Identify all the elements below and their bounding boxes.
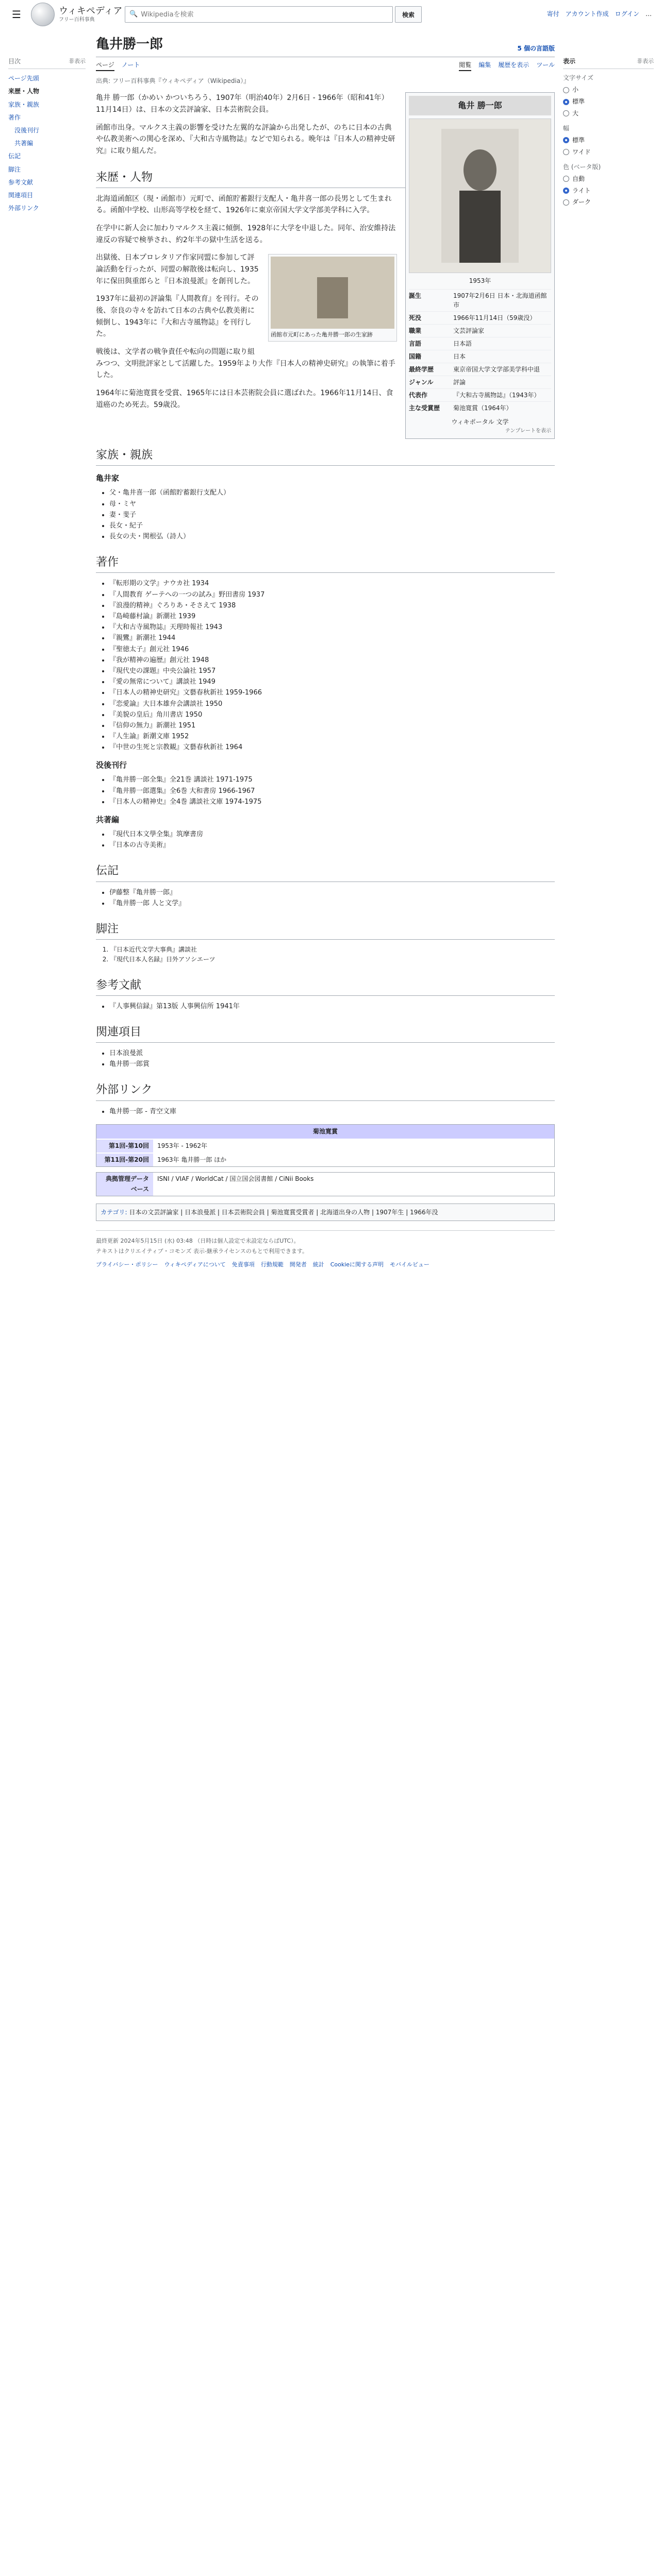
list-item: • 長女の夫・関根弘（詩人） — [109, 531, 555, 542]
toc-header — [8, 57, 86, 69]
section-heading: 著作 — [96, 553, 555, 573]
infobox-value: 1966年11月14日（59歳没） — [453, 314, 536, 321]
list-item: • 『美貌の皇后』角川書店 1950 — [109, 709, 555, 720]
navbox-group: 第11回-第20回 — [96, 1154, 153, 1166]
more-options-icon[interactable]: … — [646, 10, 652, 18]
footer-link[interactable]: ウィキペディアについて — [164, 1261, 226, 1268]
list-item: • 『亀井勝一郎全集』全21巻 講談社 1971-1975 — [109, 774, 555, 785]
infobox-row — [409, 401, 551, 414]
radio-icon — [563, 137, 569, 143]
toc-item[interactable]: 参考文献 — [8, 178, 34, 186]
footer-link[interactable]: Cookieに関する声明 — [330, 1261, 384, 1268]
category-link[interactable]: 日本浪曼派 — [185, 1208, 216, 1216]
section-heading: 関連項目 — [96, 1023, 555, 1043]
width-option[interactable] — [563, 134, 654, 146]
infobox-value: 文芸評論家 — [453, 327, 485, 334]
list-item: • 妻・斐子 — [109, 510, 555, 520]
bibliography-list — [109, 1001, 555, 1012]
search-button[interactable]: 検索 — [395, 6, 422, 23]
toc-item[interactable]: 関連項目 — [8, 191, 34, 199]
intro-paragraph: 亀井 勝一郎（かめい かついちろう、1907年（明治40年）2月6日 - 1966年（昭和41年）11月14日）は、日本の文芸評論家、日本芸術院会員。 — [96, 94, 389, 114]
section-heading: 脚注 — [96, 920, 555, 940]
list-item: • 母・ミヤ — [109, 499, 555, 510]
category-label[interactable]: カテゴリ: — [101, 1208, 127, 1216]
text-size-option[interactable] — [563, 96, 654, 108]
infobox-value: 東京帝国大学文学部美学科中退 — [453, 365, 540, 373]
radio-icon — [563, 110, 569, 116]
main-menu-button[interactable] — [8, 6, 25, 23]
family-list — [109, 487, 555, 542]
navbox-row — [96, 1139, 554, 1153]
infobox-row — [409, 311, 551, 324]
infobox-value: 菊池寛賞（1964年） — [453, 404, 512, 412]
toc-item[interactable]: 著作 — [8, 113, 21, 121]
text-size-option[interactable] — [563, 108, 654, 120]
posthumous-list — [109, 774, 555, 807]
navbox-title[interactable]: 菊池寛賞 — [96, 1125, 554, 1139]
list-item: • 『我が精神の遍歴』創元社 1948 — [109, 655, 555, 666]
create-account-link[interactable]: アカウント作成 — [565, 10, 609, 18]
tab-history[interactable]: 履歴を表示 — [498, 61, 529, 69]
radio-icon — [563, 99, 569, 105]
infobox-label: 最終学歴 — [409, 365, 434, 373]
page-tabs — [96, 60, 555, 71]
toc-item[interactable]: 脚注 — [8, 165, 21, 173]
category-link[interactable]: 日本芸術院会員 — [221, 1208, 265, 1216]
list-item: • 『亀井勝一郎選集』全6巻 大和書房 1966-1967 — [109, 786, 555, 796]
category-link[interactable]: 菊池寛賞受賞者 — [271, 1208, 315, 1216]
toc-item[interactable]: 外部リンク — [8, 205, 39, 212]
radio-icon — [563, 188, 569, 194]
login-link[interactable]: ログイン — [615, 10, 639, 18]
radio-icon — [563, 199, 569, 206]
license-text: テキストはクリエイティブ・コモンズ 表示-継承ライセンスのもとで利用できます。 — [96, 1247, 308, 1255]
infobox-label: 国籍 — [409, 352, 422, 360]
body-paragraph: 在学中に新人会に加わりマルクス主義に傾倒、1928年に大学を中退した。同年、治安維持法違反の容疑で検挙され、約2年半の獄中生活を送る。 — [96, 224, 396, 244]
list-item: • 長女・紀子 — [109, 520, 555, 531]
option-label: 標準 — [572, 98, 585, 106]
infobox-row — [409, 388, 551, 401]
option-label: ワイド — [572, 148, 591, 156]
color-label: 色 (ベータ版) — [563, 163, 601, 171]
section-heading: 参考文献 — [96, 976, 555, 996]
list-item: • 伊藤整『亀井勝一郎』 — [109, 887, 555, 898]
list-item: • 『人生論』新潮文庫 1952 — [109, 731, 555, 742]
infobox-row — [409, 324, 551, 337]
color-option[interactable] — [563, 173, 654, 185]
related-list — [109, 1048, 555, 1070]
toc-item[interactable]: 共著編 — [14, 140, 34, 147]
infobox-label: 死没 — [409, 314, 422, 321]
toc-title: 目次 — [8, 58, 21, 65]
reference-item: 1. 『日本近代文学大事典』講談社 — [110, 945, 555, 955]
search-icon: 🔍 — [129, 10, 138, 18]
site-tagline: フリー百科事典 — [59, 16, 95, 23]
width-option[interactable] — [563, 146, 654, 158]
navbox-list: 1963年 亀井勝一郎 ほか — [153, 1154, 554, 1166]
infobox-value: 『大和古寺風物誌』（1943年） — [453, 391, 540, 399]
category-link[interactable]: 1907年生 — [375, 1208, 404, 1216]
tab-page[interactable]: ページ — [96, 60, 114, 71]
portrait-photo[interactable] — [409, 118, 551, 273]
authority-control — [96, 1172, 555, 1196]
list-item: • 『恋愛論』大日本雄弁会講談社 1950 — [109, 699, 555, 709]
toc-item[interactable]: 伝記 — [8, 152, 21, 160]
hamburger-icon: ☰ — [12, 8, 21, 21]
appearance-header — [563, 57, 654, 69]
footer-link[interactable]: 統計 — [312, 1261, 324, 1268]
body-paragraph: 戦後は、文学者の戦争責任や転向の問題に取り組みつつ、文明批評家として活躍した。1959年より大作『日本人の精神史研究』の執筆に着手した。 — [96, 348, 395, 380]
list-item: • 『島崎藤村論』新潮社 1939 — [109, 611, 555, 622]
template-link[interactable]: テンプレートを表示 — [505, 428, 551, 434]
portal-link[interactable]: ウィキポータル 文学 — [451, 418, 509, 426]
infobox-row — [409, 363, 551, 376]
toc-item[interactable]: ページ先頭 — [8, 75, 39, 82]
external-list — [109, 1106, 555, 1117]
infobox-label: 誕生 — [409, 292, 422, 299]
list-item: • 『日本の古寺美術』 — [109, 840, 555, 851]
infobox-row — [409, 337, 551, 350]
intro-paragraph: 函館市出身。マルクス主義の影響を受けた左翼的な評論から出発したが、のちに日本の古典や仏教美術への関心を深め、『大和古寺風物誌』などで知られる。晩年は『日本人の精神史研究』に取り組んだ。 — [96, 123, 395, 155]
site-logo[interactable] — [31, 3, 122, 26]
appearance-title: 表示 — [563, 58, 576, 65]
list-item: • 『人間教育 ゲーテへの一つの試み』野田書房 1937 — [109, 589, 555, 600]
category-link[interactable]: 北海道出身の人物 — [320, 1208, 370, 1216]
section-heading: 家族・親族 — [96, 446, 555, 466]
appearance-panel — [563, 57, 654, 208]
user-links — [547, 9, 652, 19]
radio-icon — [563, 176, 569, 182]
list-item: • 『親鸞』新潮社 1944 — [109, 633, 555, 643]
toc-item[interactable]: 来歴・人物 — [8, 88, 40, 95]
list-item: • 『人事興信録』第13版 人事興信所 1941年 — [109, 1001, 555, 1012]
footer-link[interactable]: モバイルビュー — [390, 1261, 430, 1268]
title-row — [96, 29, 555, 57]
footer-link[interactable]: 免責事項 — [231, 1261, 255, 1268]
list-item: • 『中世の生死と宗教観』文藝春秋新社 1964 — [109, 742, 555, 753]
related-link[interactable]: • 亀井勝一郎賞 — [109, 1059, 555, 1070]
footer-link[interactable]: 開発者 — [289, 1261, 307, 1268]
subsection-heading: 共著編 — [96, 815, 120, 825]
infobox-label: 主な受賞歴 — [409, 404, 440, 412]
biography-list — [109, 887, 555, 909]
infobox-value: 日本 — [453, 352, 466, 360]
authority-value: ISNI / VIAF / WorldCat / 国立国会図書館 / CiNii Books — [157, 1175, 314, 1183]
subsection-heading: 亀井家 — [96, 473, 120, 483]
navbox-group: 第1回-第10回 — [96, 1140, 153, 1153]
infobox-row — [409, 376, 551, 388]
footer-link[interactable]: 行動規範 — [260, 1261, 284, 1268]
infobox-row — [409, 289, 551, 311]
list-item: • 『転形期の文学』ナウカ社 1934 — [109, 578, 555, 589]
category-links: カテゴリ: 日本の文芸評論家 | 日本浪曼派 | 日本芸術院会員 | 菊池寛賞受賞者 | 北海道出身の人物 | 1907年生 | 1966年没 — [96, 1204, 555, 1221]
list-item: • 『現代史の課題』中央公論社 1957 — [109, 666, 555, 676]
color-option[interactable] — [563, 185, 654, 197]
option-label: 小 — [572, 86, 579, 94]
body-paragraph: 1937年に最初の評論集『人間教育』を刊行。その後、奈良の寺々を訪れて日本の古典や仏教美術に傾倒し、1943年に『大和古寺風物誌』を刊行した。 — [96, 295, 259, 338]
birthplace-illustration — [271, 257, 394, 329]
infobox-value: 評論 — [453, 378, 466, 386]
category-link[interactable]: 1966年没 — [410, 1208, 438, 1216]
section-heading: 伝記 — [96, 862, 555, 882]
authority-label: 典拠管理データベース — [96, 1173, 153, 1195]
infobox-label: 言語 — [409, 340, 422, 347]
page-title: 亀井勝一郎 — [96, 37, 163, 52]
list-item: • 『愛の無常について』講談社 1949 — [109, 676, 555, 687]
donate-link[interactable]: 寄付 — [547, 10, 559, 18]
source-line: 出典: フリー百科事典『ウィキペディア（Wikipedia）』 — [96, 77, 250, 84]
infobox-caption: 1953年 — [469, 277, 491, 284]
toc-item[interactable]: 家族・親族 — [8, 100, 40, 108]
color-option[interactable] — [563, 196, 654, 208]
tab-talk[interactable]: ノート — [121, 61, 140, 69]
subsection-heading: 没後刊行 — [96, 760, 127, 770]
search-box — [125, 6, 393, 23]
list-item: • 『信仰の無力』新潮社 1951 — [109, 720, 555, 731]
toc-hide-button[interactable]: 非表示 — [69, 58, 86, 64]
body-paragraph: 出獄後、日本プロレタリア作家同盟に参加して評論活動を行ったが、同盟の解散後は転向し、1935年に保田與重郎らと『日本浪曼派』を創刊した。 — [96, 253, 259, 285]
thumbnail-caption: 函館市元町にあった亀井勝一郎の生家跡 — [271, 331, 373, 338]
option-label: 大 — [572, 109, 579, 117]
related-link[interactable]: • 日本浪曼派 — [109, 1048, 555, 1059]
list-item: • 『現代日本文學全集』筑摩書房 — [109, 829, 555, 840]
navbox — [96, 1124, 555, 1167]
text-size-option[interactable] — [563, 84, 654, 96]
last-edit: 最終更新 2024年5月15日 (水) 03:48 （日時は個人設定で未設定ならばUTC）。 — [96, 1238, 300, 1245]
infobox-row — [409, 350, 551, 363]
list-item: • 『亀井勝一郎 人と文学』 — [109, 898, 555, 909]
option-label: ダーク — [572, 198, 591, 206]
article — [96, 29, 555, 1270]
infobox-label: 職業 — [409, 327, 422, 334]
toc-item[interactable]: 没後刊行 — [14, 126, 40, 134]
infobox-title: 亀井 勝一郎 — [409, 96, 551, 115]
reference-item: 2. 『現代日本人名録』日外アソシエーツ — [110, 955, 555, 964]
tab-edit[interactable]: 編集 — [478, 61, 491, 69]
birthplace-photo — [271, 257, 394, 329]
language-button[interactable]: 5 個の言語版 — [517, 44, 555, 52]
infobox-value: 日本語 — [453, 340, 472, 347]
list-item: • 『大和古寺風物誌』天理時報社 1943 — [109, 622, 555, 633]
section-heading: 外部リンク — [96, 1081, 555, 1100]
footer-link[interactable]: プライバシー・ポリシー — [96, 1261, 158, 1268]
notes-list — [110, 945, 555, 964]
infobox — [405, 92, 555, 439]
option-label: 自動 — [572, 175, 585, 182]
appearance-hide-button[interactable]: 非表示 — [637, 58, 654, 64]
body-paragraph: 1964年に菊池寛賞を受賞、1965年には日本芸術院会員に選ばれた。1966年11月14日、食道癌のため死去。59歳没。 — [96, 389, 393, 409]
radio-icon — [563, 87, 569, 93]
list-item: • 『日本人の精神史研究』文藝春秋新社 1959-1966 — [109, 687, 555, 698]
toc-sidebar — [8, 57, 86, 215]
infobox-label: ジャンル — [409, 378, 434, 386]
section-heading: 来歴・人物 — [96, 168, 555, 188]
portrait-illustration — [441, 129, 519, 263]
text-size-label: 文字サイズ — [563, 74, 594, 82]
option-label: 標準 — [572, 136, 585, 144]
width-label: 幅 — [563, 124, 570, 132]
category-link[interactable]: 日本の文芸評論家 — [129, 1208, 179, 1216]
footer-links — [96, 1260, 555, 1270]
infobox-value: 1907年2月6日 日本・北海道函館市 — [453, 292, 547, 309]
works-list — [109, 578, 555, 753]
list-item: • 『聖徳太子』創元社 1946 — [109, 644, 555, 655]
page-footer — [96, 1230, 555, 1269]
body-paragraph: 北海道函館区（現・函館市）元町で、函館貯蓄銀行支配人・亀井喜一郎の長男として生まれる。函館中学校、山形高等学校を経て、1926年に東京帝国大学文学部美学科に入学。 — [96, 194, 392, 215]
radio-icon — [563, 149, 569, 155]
tab-read[interactable]: 閲覧 — [459, 60, 471, 71]
site-name: ウィキペディア — [59, 5, 123, 16]
search-input[interactable] — [141, 11, 392, 19]
wikipedia-globe-icon — [31, 3, 55, 26]
thumbnail[interactable] — [268, 254, 397, 341]
coauthored-list — [109, 829, 555, 851]
list-item: • 『浪漫的精神』ぐろりあ・そさえて 1938 — [109, 600, 555, 611]
infobox-label: 代表作 — [409, 391, 428, 399]
navbox-row — [96, 1153, 554, 1166]
external-link[interactable]: • 亀井勝一郎 - 青空文庫 — [109, 1106, 555, 1117]
list-item: • 『日本人の精神史』全4巻 講談社文庫 1974-1975 — [109, 796, 555, 807]
navbox-list: 1953年 - 1962年 — [153, 1140, 554, 1153]
list-item: • 父・亀井喜一郎（函館貯蓄銀行支配人） — [109, 487, 555, 498]
option-label: ライト — [572, 187, 591, 194]
tab-tools[interactable]: ツール — [536, 61, 555, 69]
